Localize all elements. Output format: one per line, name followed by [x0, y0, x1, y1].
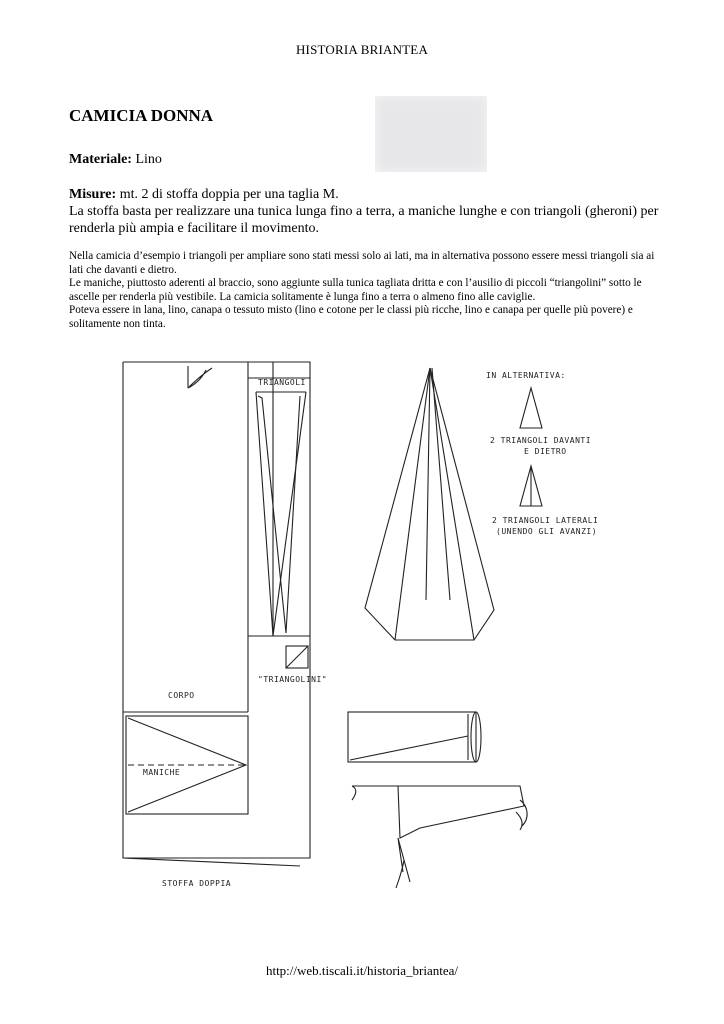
underarm-seam [396, 838, 410, 888]
label-laterali-1: 2 TRIANGOLI LATERALI [492, 516, 599, 525]
gown-seam [430, 368, 474, 640]
label-triangolini: "TRIANGOLINI" [258, 675, 328, 684]
fabric-layout [123, 362, 310, 866]
sleeve-sketch [348, 712, 481, 762]
label-alternativa: IN ALTERNATIVA: [486, 371, 566, 380]
misure-label: Misure: [69, 187, 117, 202]
sleeve-rect [348, 712, 476, 762]
label-laterali-2: (UNENDO GLI AVANZI) [496, 527, 598, 536]
misure-text: La stoffa basta per realizzare una tunica lunga fino a terra, a maniche lunghe e con triangoli (gheroni) per renderla più ampia e facilitare il movimento. [69, 204, 659, 236]
underarm-thread [516, 800, 527, 830]
gown-seam [426, 368, 430, 600]
label-davanti-1: 2 TRIANGOLI DAVANTI [490, 436, 592, 445]
gown-seam [432, 368, 450, 600]
description-paragraph: Le maniche, piuttosto aderenti al braccio, sono aggiunte sulla tunica tagliata dritta e con l’ausilio di piccoli “triangolini” sotto le ascelle per renderla più vestibile. La camicia solitamente è lunga fino a terra o almeno fino alle caviglie. [69, 277, 642, 303]
underarm-sketch [352, 786, 527, 888]
triangle-edge [258, 396, 286, 633]
gown-seam [395, 368, 430, 640]
page-footer-url[interactable]: http://web.tiscali.it/historia_briantea/ [265, 963, 459, 978]
label-triangoli: TRIANGOLI [258, 378, 306, 387]
triangle-edge [286, 396, 300, 633]
gown-sketch [365, 368, 494, 640]
page-header: HISTORIA BRIANTEA [295, 42, 429, 57]
triangle-edge [273, 392, 306, 636]
sleeve-diagonal [350, 736, 468, 760]
underarm-outline [352, 786, 524, 838]
fabric-fold-edge [123, 858, 300, 866]
fabric-outline [123, 362, 310, 858]
neck-mark [188, 366, 212, 388]
triangle-edge [256, 392, 273, 636]
triangolini-diagonal [286, 646, 308, 668]
materiale-value: Lino [131, 152, 162, 167]
page-title: CAMICIA DONNA [69, 106, 214, 125]
description-paragraph: Poteva essere in lana, lino, canapa o tessuto misto (lino e cotone per le classi più ricche, lino e canapa per quelle più povere) e solitamente non tinta. [69, 304, 633, 330]
label-corpo: CORPO [168, 691, 195, 700]
label-stoffa: STOFFA DOPPIA [162, 879, 232, 888]
label-davanti-2: E DIETRO [524, 447, 567, 456]
materiale-label: Materiale: [69, 152, 132, 167]
label-maniche: MANICHE [143, 768, 181, 777]
triangle-front-back-icon [520, 388, 542, 428]
description-paragraph: Nella camicia d’esempio i triangoli per ampliare sono stati messi solo ai lati, ma in alternativa possono essere messi triangoli sia ai lati che davanti e dietro. [69, 250, 655, 276]
misure-value: mt. 2 di stoffa doppia per una taglia M. [116, 187, 339, 202]
